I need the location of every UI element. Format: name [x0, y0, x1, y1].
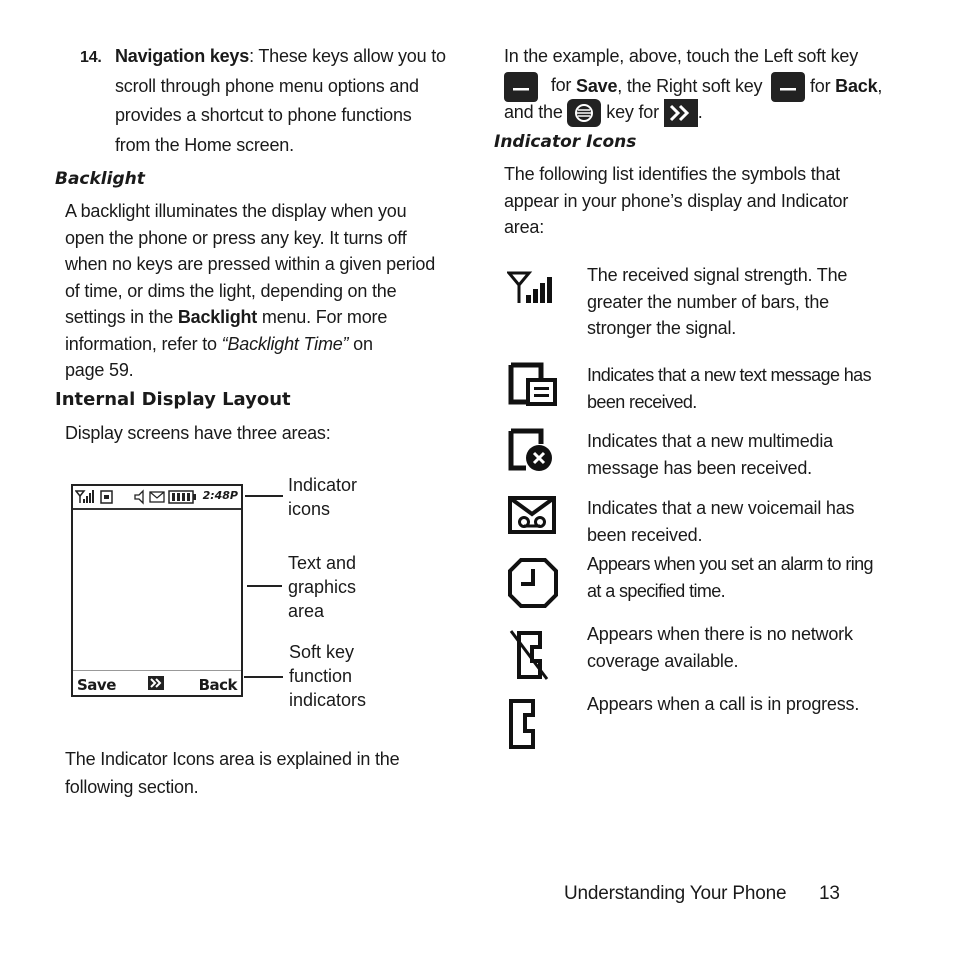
- alarm-icon: [507, 557, 559, 609]
- nav-line: from the Home screen.: [115, 134, 294, 155]
- clock: 2:48P: [202, 489, 238, 502]
- callout-softkey-indicators: Soft key function indicators: [289, 642, 367, 710]
- indicator-icons-bar: [73, 486, 241, 510]
- nav-keys-item: [80, 43, 102, 72]
- phone-display-illustration: [71, 484, 243, 697]
- internal-display-heading: Internal Display Layout: [55, 389, 291, 410]
- backlight-line: when no keys are pressed within a given period: [65, 254, 436, 274]
- navigation-icon: [664, 99, 698, 127]
- nav-line: scroll through phone menu options and: [115, 75, 419, 96]
- icon-description: Appears when you set an alarm to ring at a specified time.: [587, 554, 873, 601]
- nav-line: : These keys allow you to: [249, 46, 446, 66]
- left-softkey-icon: [504, 72, 538, 102]
- list-number: 14.: [80, 49, 102, 66]
- icon-description: Appears when a call is in progress.: [587, 694, 860, 714]
- center-key-icon: [567, 99, 601, 127]
- backlight-line: page 59.: [65, 360, 134, 380]
- softkey-bar: [73, 670, 241, 695]
- callout-line: [245, 495, 283, 497]
- backlight-line: settings in the Backlight menu. For more: [65, 307, 388, 327]
- icon-description: Indicates that a new voicemail has been received.: [587, 498, 855, 545]
- backlight-line: information, refer to “Backlight Time” on: [65, 333, 373, 354]
- nav-keys-title: Navigation keys: [115, 46, 250, 66]
- softkey-back[interactable]: Back: [198, 676, 237, 694]
- backlight-line: open the phone or press any key. It turns off: [65, 227, 407, 248]
- right-softkey-icon: [771, 72, 805, 102]
- after-paragraph: The Indicator Icons area is explained in the following section.: [65, 749, 400, 797]
- icon-description: The received signal strength. The greater the number of bars, the stronger the signal.: [587, 265, 848, 338]
- footer-section-title: Understanding Your Phone: [564, 883, 787, 904]
- callout-indicator-icons: Indicator icons: [288, 475, 358, 519]
- signal-strength-icon: [507, 270, 557, 306]
- voicemail-icon: [507, 495, 557, 535]
- no-network-icon: [505, 628, 551, 682]
- page-number: 13: [819, 883, 840, 904]
- nav-keys-text: [115, 43, 446, 158]
- backlight-line: of time, or dims the light, depending on the: [65, 280, 397, 301]
- text-message-icon: [508, 362, 558, 408]
- backlight-line: A backlight illuminates the display when you: [65, 201, 407, 221]
- cross-reference-link[interactable]: “Backlight Time”: [221, 333, 349, 354]
- backlight-paragraph: [65, 198, 435, 384]
- status-icons: [75, 487, 200, 507]
- indicator-icons-heading: Indicator Icons: [494, 132, 637, 152]
- navigation-icon[interactable]: [148, 676, 164, 690]
- example-paragraph: In the example, above, touch the Left soft key for Save, the Right soft key for Back, and the key for .: [504, 43, 882, 127]
- callout-text-graphics: Text and graphics area: [288, 553, 357, 621]
- icon-description: Indicates that a new multimedia message has been received.: [587, 431, 833, 478]
- nav-line: provides a shortcut to phone functions: [115, 105, 412, 125]
- text-graphics-area: [73, 510, 241, 670]
- icon-description: Appears when there is no network coverage available.: [587, 624, 853, 671]
- call-in-progress-icon: [507, 698, 537, 750]
- callout-line: [244, 676, 283, 678]
- callout-line: [247, 585, 282, 587]
- backlight-heading: Backlight: [55, 169, 145, 189]
- indicator-intro: The following list identifies the symbols that appear in your phone’s display and Indicator area:: [504, 164, 849, 237]
- icon-description: Indicates that a new text message has been received.: [587, 365, 871, 412]
- softkey-save[interactable]: Save: [77, 676, 116, 694]
- multimedia-message-icon: [508, 428, 558, 474]
- display-intro: Display screens have three areas:: [65, 423, 331, 443]
